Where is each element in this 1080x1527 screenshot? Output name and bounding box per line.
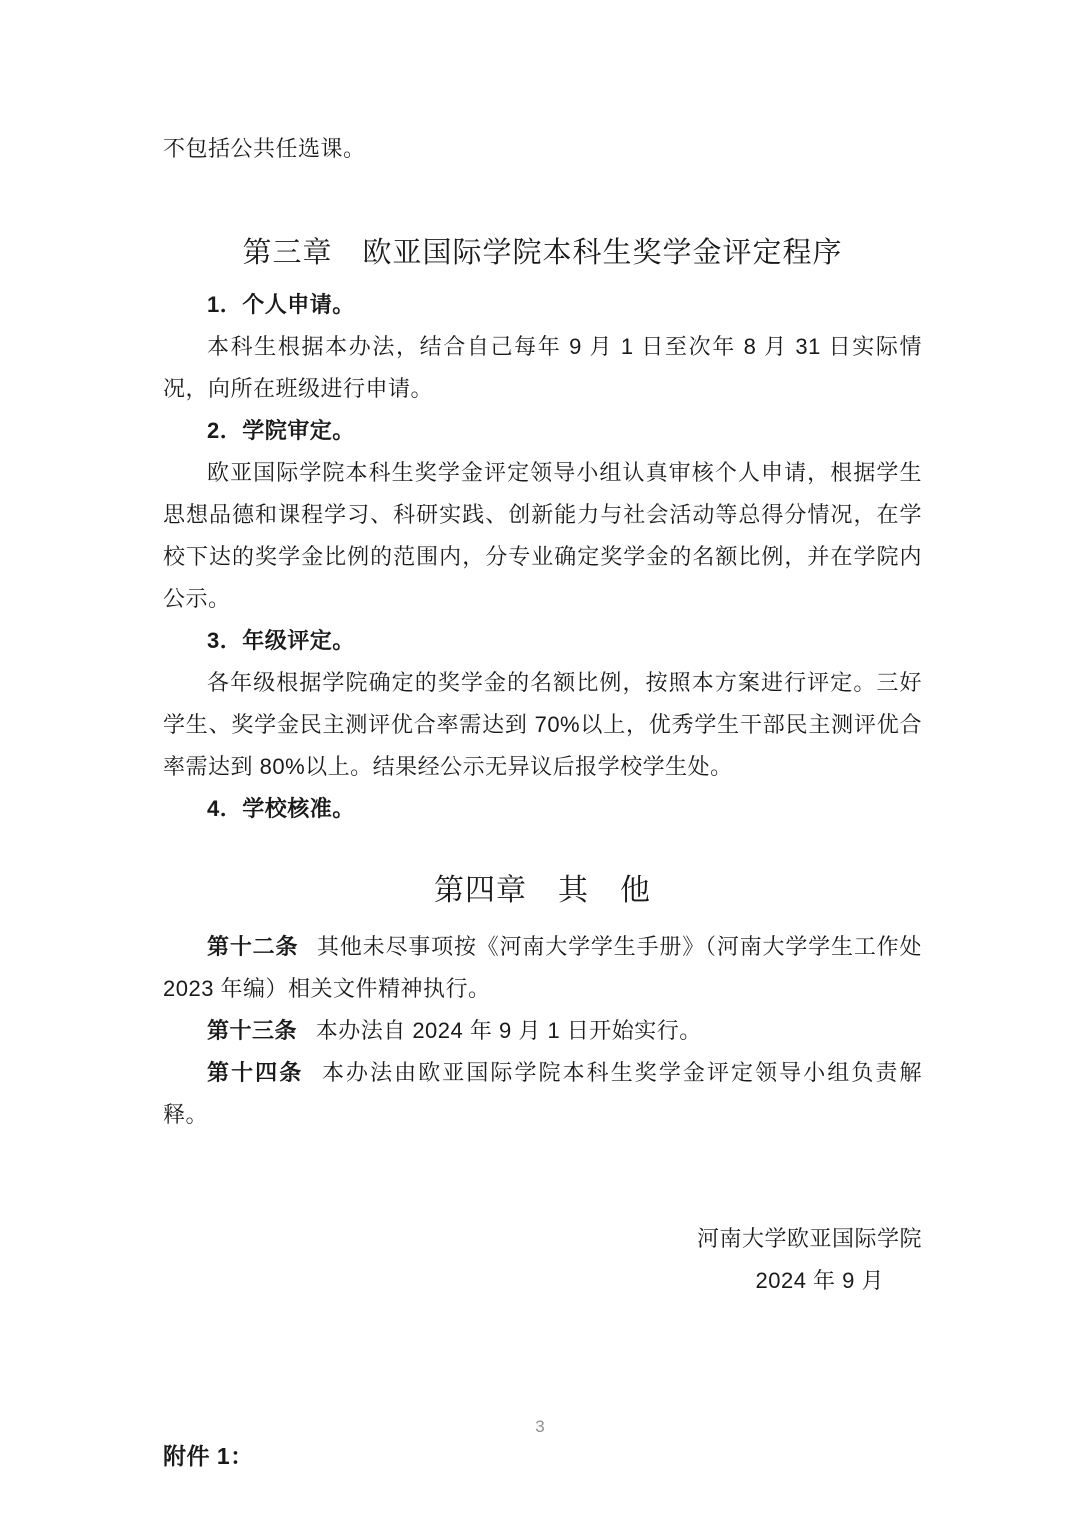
article-13 [163, 1010, 922, 1052]
attachment-1-heading: 附件 1： [163, 1443, 254, 1469]
article-14-text: 本办法由欧亚国际学院本科生奖学金评定领导小组负责解释。 [163, 1060, 922, 1127]
signature-organization: 河南大学欧亚国际学院 [696, 1226, 922, 1251]
article-13-text: 本办法自 2024 年 9 月 1 日开始实行。 [315, 1018, 702, 1043]
article-14-label: 第十四条 [207, 1060, 304, 1085]
article-13-label: 第十三条 [207, 1018, 298, 1043]
item-3-heading: 3．年级评定。 [207, 628, 355, 653]
signature-date: 2024 年 9 月 [755, 1268, 884, 1293]
item-4-heading: 4．学校核准。 [207, 796, 355, 821]
item-1-heading: 1．个人申请。 [207, 292, 355, 317]
item-2-heading: 2．学院审定。 [207, 418, 355, 443]
chapter-4-heading: 第四章 其 他 [434, 874, 651, 907]
article-12 [163, 926, 922, 1010]
article-12-text: 其他未尽事项按《河南大学学生手册》（河南大学学生工作处 2023 年编）相关文件精神执行。 [163, 934, 922, 1001]
chapter-3-heading: 第三章 欧亚国际学院本科生奖学金评定程序 [242, 237, 843, 269]
article-12-label: 第十二条 [207, 934, 299, 959]
intro-continuation-text: 不包括公共任选课。 [163, 136, 366, 161]
page-number: 3 [535, 1417, 545, 1436]
item-3-body: 各年级根据学院确定的奖学金的名额比例，按照本方案进行评定。三好学生、奖学金民主测评优合率需达到 70%以上，优秀学生干部民主测评优合率需达到 80%以上。结果经公示无异议后报学校学生处。 [163, 670, 922, 779]
item-1-body: 本科生根据本办法，结合自己每年 9 月 1 日至次年 8 月 31 日实际情况，向所在班级进行申请。 [163, 334, 922, 401]
article-14 [163, 1052, 922, 1136]
item-2-body: 欧亚国际学院本科生奖学金评定领导小组认真审核个人申请，根据学生思想品德和课程学习、科研实践、创新能力与社会活动等总得分情况，在学校下达的奖学金比例的范围内，分专业确定奖学金的名额比例，并在学院内公示。 [163, 460, 922, 611]
